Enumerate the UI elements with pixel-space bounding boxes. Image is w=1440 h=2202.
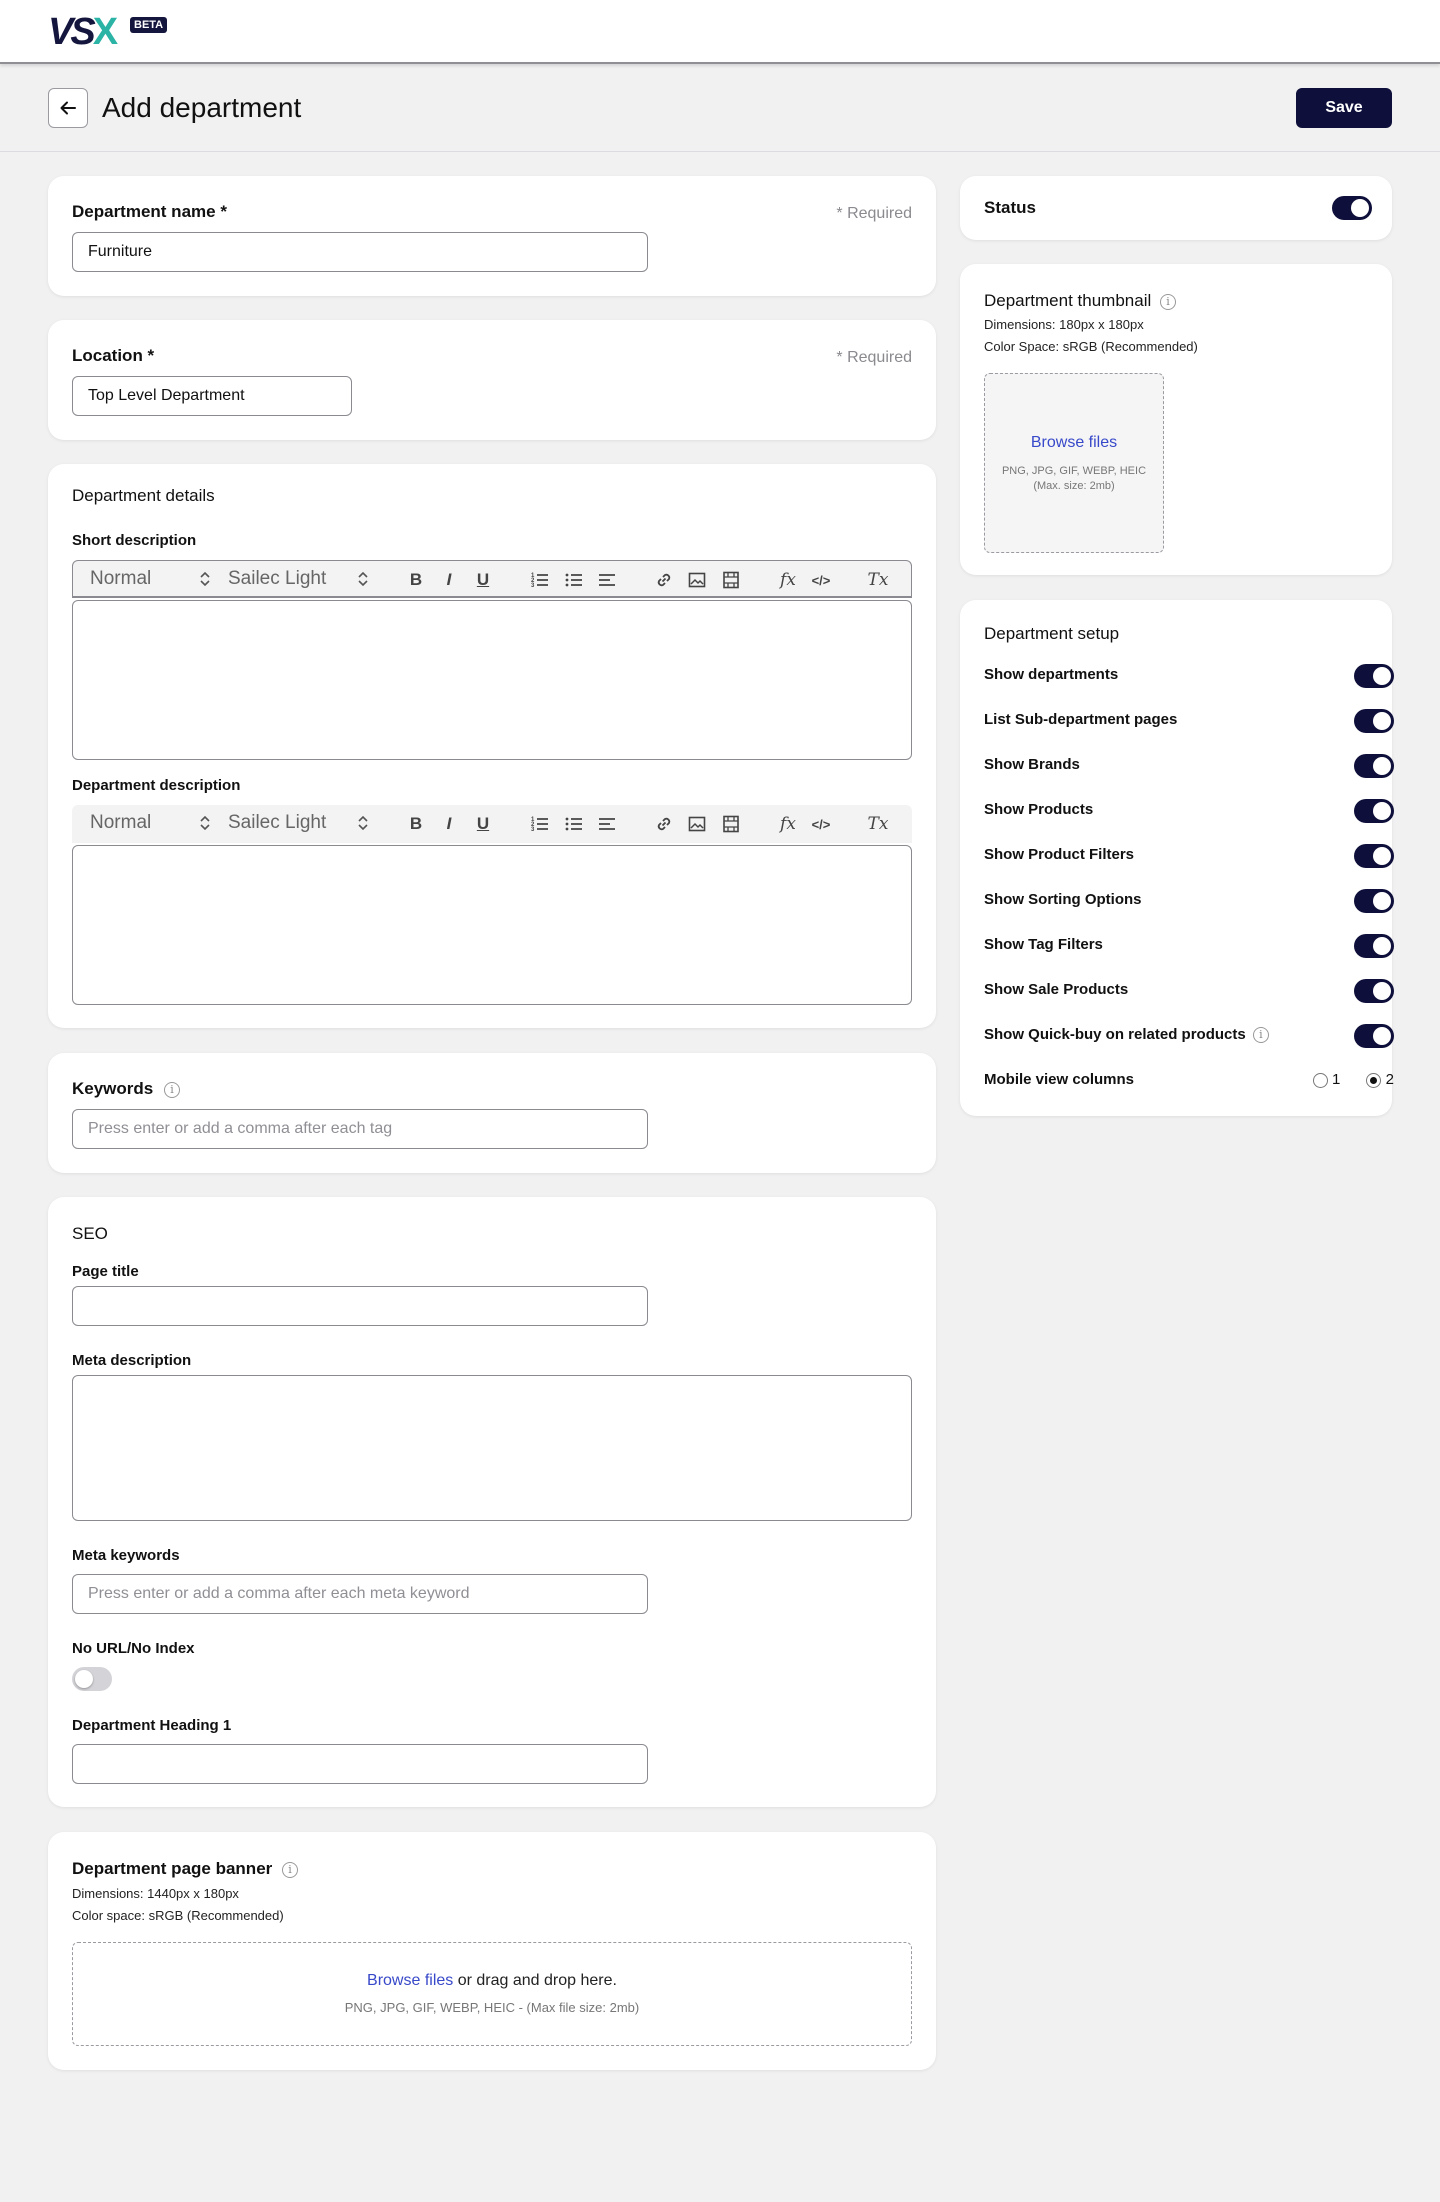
- page-title-input[interactable]: [72, 1286, 648, 1326]
- font-select[interactable]: Sailec Light: [228, 812, 327, 833]
- logo-x: X: [92, 11, 116, 53]
- department-description-editor[interactable]: [72, 845, 912, 1005]
- show-departments-toggle[interactable]: [1354, 664, 1394, 688]
- show-sorting-options-toggle[interactable]: [1354, 889, 1394, 913]
- thumbnail-formats: PNG, JPG, GIF, WEBP, HEIC: [1001, 465, 1147, 477]
- bold-icon[interactable]: B: [409, 814, 423, 833]
- caret-updown-icon: [200, 815, 210, 831]
- browse-files-link[interactable]: Browse files: [1030, 434, 1118, 451]
- seo-card: [48, 1197, 936, 1807]
- info-icon[interactable]: i: [282, 1862, 298, 1878]
- page-title: Add department: [102, 92, 302, 123]
- align-left-icon[interactable]: [597, 814, 617, 834]
- image-icon[interactable]: [687, 814, 707, 834]
- banner-color-space: Color space: sRGB (Recommended): [72, 1908, 284, 1923]
- meta-keywords-label: Meta keywords: [72, 1547, 180, 1564]
- font-select[interactable]: Sailec Light: [228, 568, 327, 589]
- setup-row-show-tag-filters: Show Tag Filters: [984, 932, 1394, 960]
- banner-dimensions: Dimensions: 1440px x 180px: [72, 1886, 239, 1901]
- keywords-label: Keywords i: [72, 1079, 180, 1099]
- show-quick-buy-toggle[interactable]: [1354, 1024, 1394, 1048]
- top-bar: [0, 0, 1440, 64]
- code-icon[interactable]: </>: [811, 572, 831, 588]
- italic-icon[interactable]: I: [446, 814, 452, 833]
- format-select[interactable]: Normal: [90, 568, 152, 589]
- format-select[interactable]: Normal: [90, 812, 152, 833]
- setup-row-show-products: Show Products: [984, 797, 1394, 825]
- status-toggle[interactable]: [1332, 196, 1372, 220]
- ordered-list-icon[interactable]: [530, 814, 550, 834]
- radio-selected-icon: [1366, 1073, 1381, 1088]
- setup-row-show-departments: Show departments: [984, 662, 1394, 690]
- caret-updown-icon: [200, 571, 210, 587]
- page-banner-title: Department page banner i: [72, 1859, 298, 1879]
- svg-text:2: 2: [531, 822, 535, 828]
- show-brands-toggle[interactable]: [1354, 754, 1394, 778]
- banner-formats: PNG, JPG, GIF, WEBP, HEIC - (Max file size: 2mb): [344, 2000, 640, 2015]
- short-description-editor[interactable]: [72, 600, 912, 760]
- link-icon[interactable]: [654, 570, 674, 590]
- department-setup-card: [960, 600, 1392, 1116]
- required-note: * Required: [836, 205, 912, 222]
- image-icon[interactable]: [687, 570, 707, 590]
- setup-row-show-quick-buy: Show Quick-buy on related products i: [984, 1022, 1394, 1050]
- thumbnail-dimensions: Dimensions: 180px x 180px: [984, 317, 1144, 332]
- ordered-list-icon[interactable]: [530, 570, 550, 590]
- location-card: [48, 320, 936, 440]
- banner-dropzone-text: Browse files or drag and drop here.: [367, 1972, 617, 1989]
- logo-vs: VS: [48, 11, 93, 53]
- setup-row-show-brands: Show Brands: [984, 752, 1394, 780]
- browse-files-link[interactable]: Browse files: [367, 1972, 454, 1989]
- code-icon[interactable]: </>: [811, 816, 831, 832]
- required-note: * Required: [836, 349, 912, 366]
- underline-icon[interactable]: U: [476, 814, 490, 833]
- svg-text:1: 1: [531, 573, 535, 579]
- mobile-view-columns-row: Mobile view columns 1 2: [984, 1071, 1394, 1088]
- thumbnail-dropzone[interactable]: [984, 373, 1164, 553]
- back-button[interactable]: [48, 88, 88, 128]
- info-icon[interactable]: i: [1253, 1027, 1269, 1043]
- status-label: Status: [984, 198, 1036, 217]
- svg-text:2: 2: [531, 578, 535, 584]
- setup-row-list-sub-department-pages: List Sub-department pages: [984, 707, 1394, 735]
- status-card: [960, 176, 1392, 240]
- banner-dropzone[interactable]: [72, 1942, 912, 2046]
- short-description-label: Short description: [72, 532, 197, 549]
- clear-format-icon[interactable]: Tx: [867, 570, 889, 590]
- italic-icon[interactable]: I: [446, 570, 452, 589]
- page-header: [0, 66, 1440, 152]
- caret-updown-icon: [358, 571, 368, 587]
- arrow-left-icon: [59, 99, 77, 117]
- thumbnail-color-space: Color Space: sRGB (Recommended): [984, 339, 1198, 354]
- department-details-title: Department details: [72, 486, 215, 505]
- list-sub-department-pages-toggle[interactable]: [1354, 709, 1394, 733]
- department-description-toolbar: [72, 805, 912, 843]
- mobile-columns-options: [1313, 1071, 1394, 1089]
- underline-icon[interactable]: U: [476, 570, 490, 589]
- show-product-filters-toggle[interactable]: [1354, 844, 1394, 868]
- setup-row-show-sorting-options: Show Sorting Options: [984, 887, 1394, 915]
- beta-badge: BETA: [130, 17, 167, 33]
- link-icon[interactable]: [654, 814, 674, 834]
- svg-text:3: 3: [531, 827, 535, 833]
- save-button[interactable]: Save: [1296, 88, 1392, 128]
- column-option-1[interactable]: 1: [1313, 1071, 1341, 1088]
- department-setup-title: Department setup: [984, 624, 1120, 643]
- svg-text:3: 3: [531, 583, 535, 589]
- department-name-label: Department name *: [72, 202, 227, 221]
- meta-description-label: Meta description: [72, 1352, 192, 1369]
- meta-keywords-input[interactable]: Press enter or add a comma after each meta keyword: [72, 1574, 648, 1614]
- department-details-card: [48, 464, 936, 1028]
- short-description-toolbar: [72, 560, 912, 598]
- setup-row-show-product-filters: Show Product Filters: [984, 842, 1394, 870]
- column-option-2[interactable]: 2: [1366, 1071, 1394, 1088]
- show-products-toggle[interactable]: [1354, 799, 1394, 823]
- show-tag-filters-toggle[interactable]: [1354, 934, 1394, 958]
- align-left-icon[interactable]: [597, 570, 617, 590]
- radio-icon: [1313, 1073, 1328, 1088]
- location-select[interactable]: Top Level Department: [72, 376, 352, 416]
- bullet-list-icon[interactable]: [564, 570, 584, 590]
- thumbnail-max-size: (Max. size: 2mb): [1033, 480, 1115, 492]
- show-sale-products-toggle[interactable]: [1354, 979, 1394, 1003]
- thumbnail-title: Department thumbnail i: [984, 291, 1176, 311]
- clear-format-icon[interactable]: Tx: [867, 814, 889, 834]
- bold-icon[interactable]: B: [409, 570, 423, 589]
- svg-text:1: 1: [531, 817, 535, 823]
- department-heading-label: Department Heading 1: [72, 1717, 232, 1734]
- bullet-list-icon[interactable]: [564, 814, 584, 834]
- no-index-toggle[interactable]: [72, 1667, 112, 1691]
- department-name-card: [48, 176, 936, 296]
- info-icon[interactable]: i: [1160, 294, 1176, 310]
- setup-row-show-sale-products: Show Sale Products: [984, 977, 1394, 1005]
- department-description-label: Department description: [72, 777, 241, 794]
- formula-icon[interactable]: fx: [780, 570, 796, 590]
- video-icon[interactable]: [721, 814, 741, 834]
- meta-description-input[interactable]: [72, 1375, 912, 1521]
- seo-title: SEO: [72, 1224, 108, 1243]
- department-name-input[interactable]: Furniture: [72, 232, 648, 272]
- caret-updown-icon: [358, 815, 368, 831]
- formula-icon[interactable]: fx: [780, 814, 796, 834]
- keywords-input[interactable]: Press enter or add a comma after each tag: [72, 1109, 648, 1149]
- page-title-label: Page title: [72, 1263, 139, 1280]
- department-heading-input[interactable]: [72, 1744, 648, 1784]
- video-icon[interactable]: [721, 570, 741, 590]
- keywords-card: [48, 1053, 936, 1173]
- page-banner-card: [48, 1832, 936, 2070]
- no-index-label: No URL/No Index: [72, 1640, 195, 1657]
- info-icon[interactable]: i: [164, 1082, 180, 1098]
- thumbnail-card: [960, 264, 1392, 575]
- location-label: Location *: [72, 346, 155, 365]
